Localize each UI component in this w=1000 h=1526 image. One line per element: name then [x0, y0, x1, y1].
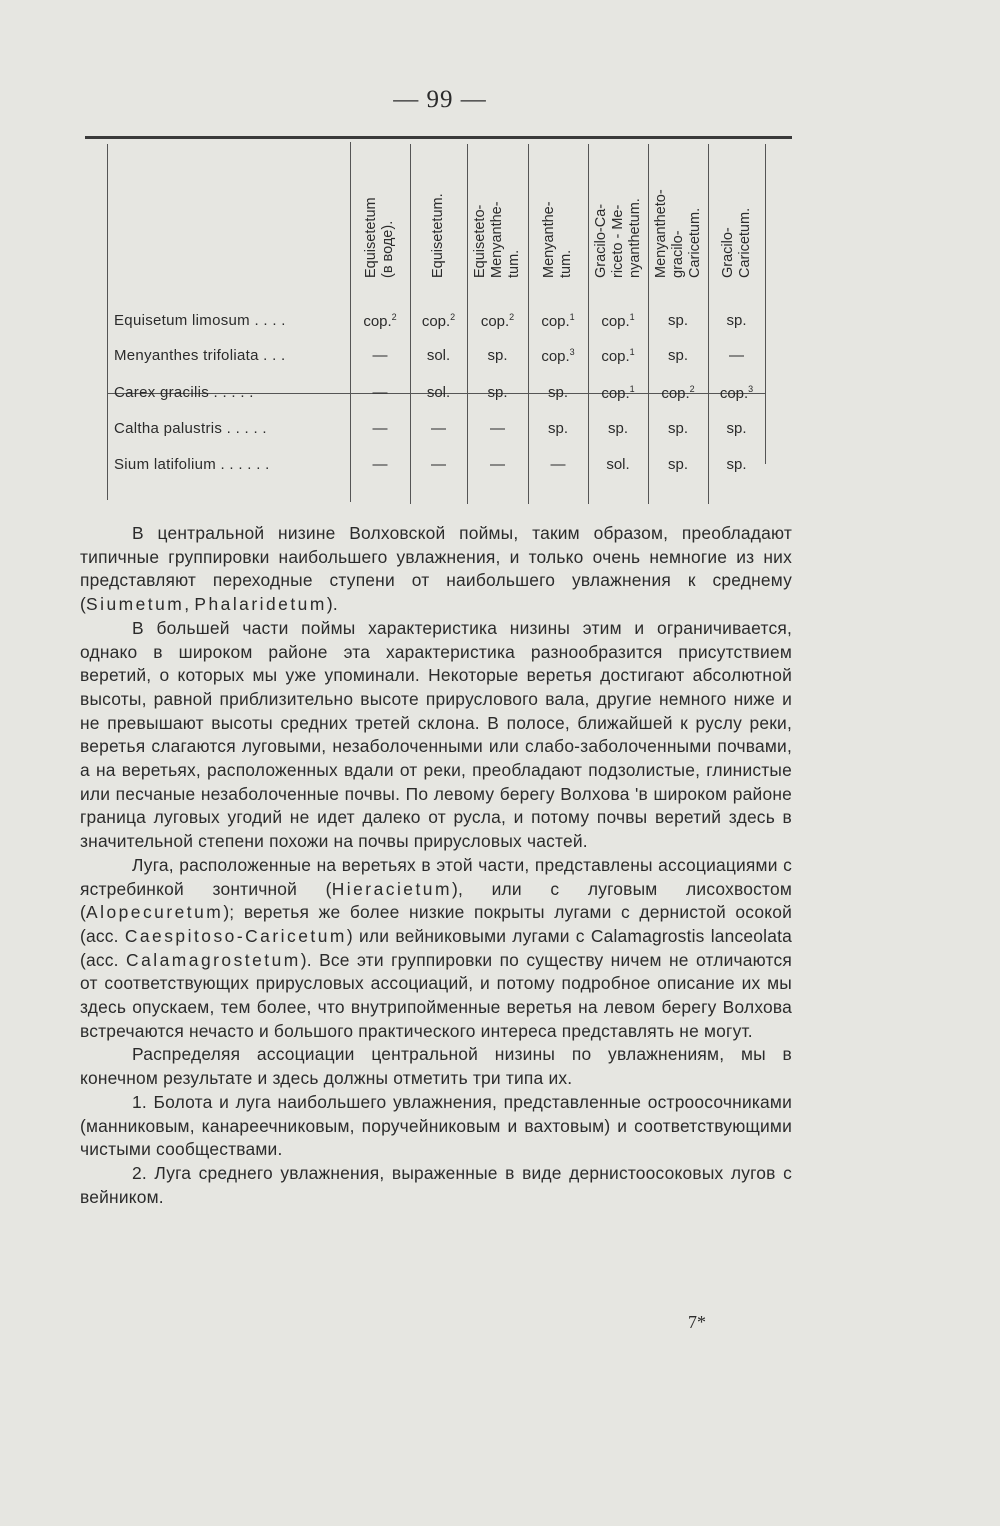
paragraph-4: [80, 1043, 792, 1090]
page-number: — 99 —: [393, 86, 487, 113]
text-run: ,: [184, 594, 195, 615]
table-cell: [351, 420, 409, 437]
cell-value: sp.: [726, 312, 747, 329]
cell-superscript: 2: [689, 384, 695, 394]
text-run: Распределяя ассоциации центральной низины по увлажнениям, мы в конечном результате и здесь должны отметить три типа их.: [80, 1044, 792, 1089]
cell-superscript: 1: [629, 312, 635, 322]
table-cell: [410, 456, 468, 473]
text-run: ) или вейниковыми лугами с Calamagrostis lanceolata (асс.: [80, 925, 792, 970]
cell-value: cop.: [541, 348, 570, 365]
cell-superscript: 3: [569, 347, 575, 357]
cell-value: cop.: [601, 385, 630, 402]
row-label: Equisetum limosum . . . .: [114, 312, 286, 329]
column-header: Menyantheto- gracilo- Caricetum.: [652, 189, 703, 278]
table-cell: [649, 347, 707, 364]
table-cell: [649, 420, 707, 437]
emphasis-term: Calamagrostetum: [126, 949, 301, 970]
table-cell: [529, 420, 587, 437]
cell-value: —: [372, 456, 388, 473]
cell-value: sp.: [607, 420, 628, 437]
cell-value: —: [729, 347, 744, 364]
cell-value: cop.: [480, 313, 510, 330]
table-cell: [469, 384, 527, 401]
column-header: Gracilo- Caricetum.: [719, 207, 753, 278]
row-label: Caltha palustris . . . . .: [114, 420, 267, 437]
column-header: Menyanthe- tum.: [541, 201, 574, 278]
cell-superscript: 2: [391, 312, 397, 322]
text-run: 1. Болота и луга наибольшего увлажнения, представленные остроосочниками (манниковым, канареечниковым, поручейниковым и вахтовым) и соответствующими чистыми сообществами.: [80, 1091, 792, 1160]
table-cell: [351, 384, 409, 401]
table-cell: [649, 384, 707, 402]
cell-value: cop.: [421, 313, 451, 330]
row-label: Menyanthes trifoliata . . .: [114, 347, 286, 364]
cell-value: cop.: [601, 348, 630, 365]
table-cell: [708, 384, 766, 402]
paragraph-1: [80, 522, 792, 617]
table-cell: [589, 312, 647, 330]
cell-value: cop.: [601, 313, 630, 330]
cell-value: sol.: [426, 384, 451, 401]
cell-value: sp.: [667, 312, 688, 329]
column-header: Gracilo-Ca- riceto - Me- nyanthetum.: [592, 198, 643, 278]
table-cell: [708, 420, 766, 437]
table-cell: [469, 456, 527, 473]
emphasis-term: Phalaridetum: [194, 594, 327, 615]
text-run: ), или с луговым лисохвостом (: [80, 878, 792, 923]
table-cell: [529, 312, 587, 330]
table-cell: [410, 312, 468, 330]
emphasis-term: Caespitoso-Caricetum: [124, 925, 347, 946]
table-cell: [649, 456, 707, 473]
text-run: 2. Луга среднего увлажнения, выраженные в виде дернистоосоковых лугов с вейником.: [80, 1162, 792, 1207]
emphasis-term: Alopecuretum: [86, 902, 224, 923]
table-cell: [469, 420, 527, 437]
body-text: [80, 522, 792, 1209]
cell-value: cop.: [541, 313, 570, 330]
cell-superscript: 2: [509, 312, 515, 322]
cell-value: —: [490, 456, 505, 473]
emphasis-term: Hieracietum: [331, 878, 452, 899]
table-cell: [708, 347, 766, 364]
cell-value: cop.: [719, 385, 749, 402]
paragraph-5: [80, 1091, 792, 1162]
table-cell: [589, 456, 647, 473]
table-cell: [351, 456, 409, 473]
table-cell: [410, 384, 468, 401]
table-cell: [589, 384, 647, 402]
cell-value: —: [372, 347, 388, 364]
row-label: Sium latifolium . . . . . .: [114, 456, 270, 473]
cell-value: —: [372, 384, 388, 401]
table-cell: [529, 384, 587, 401]
vegetation-table: [85, 136, 792, 500]
column-header: Equiseteto- Menyanthe- tum.: [472, 201, 522, 278]
table-cell: [529, 347, 587, 365]
cell-value: —: [431, 420, 446, 437]
cell-superscript: 1: [629, 347, 635, 357]
table-cell: [529, 456, 587, 473]
table-top-rule: [85, 136, 792, 139]
cell-superscript: 2: [450, 312, 456, 322]
text-run: Луга, расположенные на веретьях в этой части, представлены ассоциациями с ястребинкой зонтичной (: [80, 854, 792, 899]
cell-value: —: [490, 420, 505, 437]
cell-value: sp.: [667, 456, 688, 473]
emphasis-term: Siumetum: [86, 594, 185, 615]
cell-value: sp.: [487, 384, 508, 401]
cell-superscript: 1: [569, 312, 575, 322]
table-cell: [469, 347, 527, 364]
text-run: ).: [326, 594, 338, 615]
cell-value: sol.: [606, 456, 630, 473]
cell-value: sp.: [487, 347, 508, 364]
table-cell: [410, 347, 468, 364]
cell-value: sp.: [667, 420, 688, 437]
column-header: Equisetetum.: [430, 193, 446, 278]
cell-value: sp.: [667, 347, 688, 364]
table-cell: [589, 420, 647, 437]
text-run: В большей части поймы характеристика низины этим и ограничивается, однако в широком районе эта характеристика разнообразится присутствием веретий, о которых мы уже упоминали. Некоторые веретья достигают абсолютной высоты, равной приблизительно высоте прируслового вала, другие немного ниже и не превышают высоты средних третей склона. В полосе, ближайшей к руслу реки, веретья слагаются луговыми, незаболоченными или слабо-заболоченными почвами, а на веретьях, расположенных вдали от реки, преобладают подзолистые, глинистые или песчаные незаболоченные почвы. По левому берегу Волхова 'в широком районе граница луговых угодий не идет далеко от русла, и потому почвы веретий здесь в значительной степени похожи на почвы прирусловых частей.: [80, 617, 792, 852]
table-cell: [469, 312, 527, 330]
text-run: ). Все эти группировки по существу ничем не отличаются от соответствующих прирусловых ассоциаций, и потому подробное описание их мы здесь опускаем, тем более, что внутрипойменные веретья на левом берегу Волхова встречаются нечасто и большого практического интереса представлять не могут.: [80, 949, 793, 1041]
cell-value: cop.: [363, 313, 392, 330]
cell-superscript: 3: [748, 384, 754, 394]
cell-value: sol.: [426, 347, 451, 364]
table-cell: [708, 456, 766, 473]
cell-value: —: [550, 456, 566, 473]
cell-value: sp.: [726, 456, 747, 473]
cell-value: —: [372, 420, 388, 437]
cell-value: sp.: [726, 420, 747, 437]
table-cell: [410, 420, 468, 437]
signature-mark: 7*: [688, 1312, 706, 1332]
cell-value: —: [431, 456, 446, 473]
cell-value: sp.: [547, 384, 568, 401]
cell-superscript: 1: [629, 384, 635, 394]
cell-value: sp.: [547, 420, 568, 437]
row-label: Carex gracilis . . . . .: [114, 384, 254, 401]
table-cell: [351, 312, 409, 330]
column-header: Equisetetum (в воде).: [363, 197, 396, 278]
table-cell: [649, 312, 707, 329]
table-cell: [351, 347, 409, 364]
paragraph-3: [80, 854, 792, 1044]
table-cell: [589, 347, 647, 365]
paragraph-2: [80, 617, 792, 854]
paragraph-6: [80, 1162, 792, 1209]
table-left-border: [107, 144, 108, 500]
cell-value: cop.: [661, 385, 690, 402]
table-cell: [708, 312, 766, 329]
text-run: В центральной низине Волховской поймы, таким образом, преобладают типичные группировки наибольшего увлажнения, и только очень немногие из них представляют переходные ступени от наибольшего увлажнения к среднему (: [80, 523, 792, 615]
text-run: ); веретья же более низкие покрыты лугами с дернистой осокой (асс.: [80, 902, 792, 946]
